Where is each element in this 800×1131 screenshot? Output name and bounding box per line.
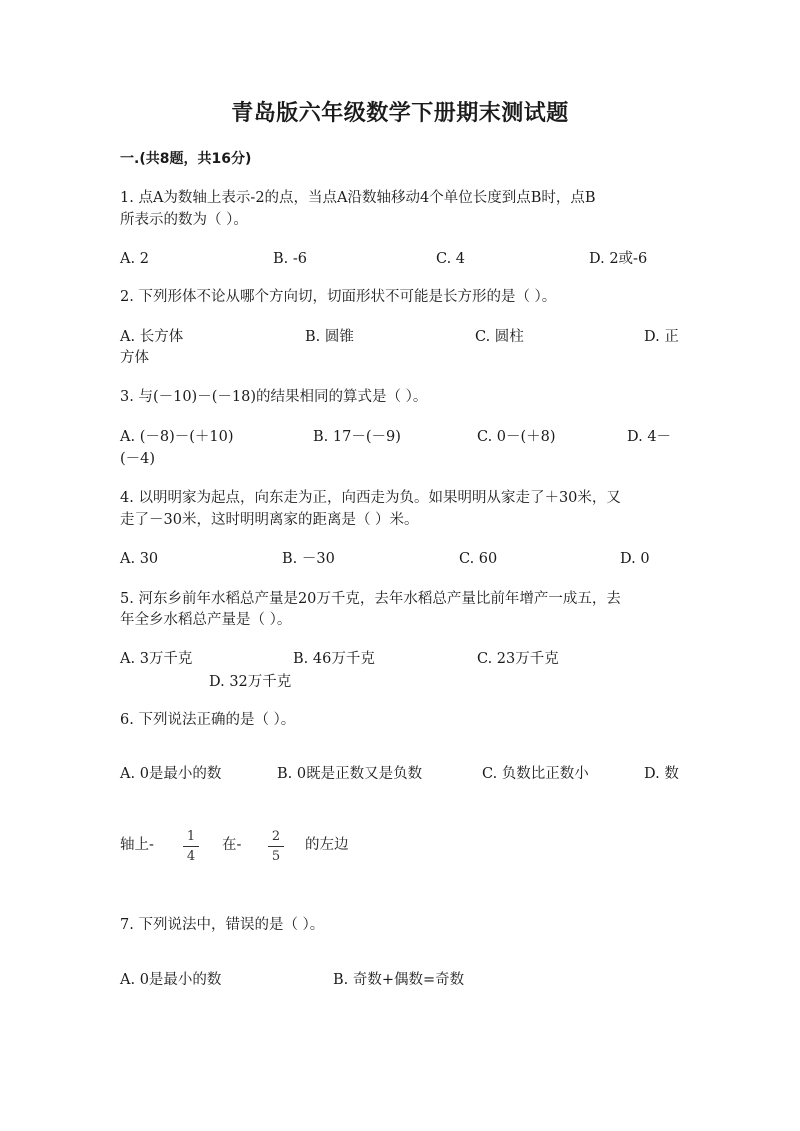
fraction-two-fifths: [268, 829, 284, 865]
fraction-denominator: 4: [186, 849, 196, 864]
question-6-option-c: C. 负数比正数小: [482, 766, 589, 782]
question-7-option-a: A. 0是最小的数: [120, 972, 222, 988]
question-2-option-d-cont: 方体: [120, 350, 149, 366]
question-1-option-d: D. 2或-6: [589, 251, 648, 267]
question-3-option-a: A. (－8)－(＋10): [120, 429, 234, 445]
question-5-option-b: B. 46万千克: [293, 651, 375, 667]
question-1-text-cont: 所表示的数为（ ）。: [120, 212, 248, 228]
question-4-option-b: B. －30: [282, 551, 335, 567]
fraction-bar: [268, 846, 284, 847]
question-3-text: 3. 与(－10)－(－18)的结果相同的算式是（ ）。: [120, 389, 428, 405]
question-4-option-d: D. 0: [620, 551, 650, 567]
question-6-option-d: D. 数: [644, 766, 679, 782]
question-4-text-cont: 走了－30米，这时明明离家的距离是（ ）米。: [120, 512, 419, 528]
question-2-text: 2. 下列形体不论从哪个方向切，切面形状不可能是长方形的是（ ）。: [120, 289, 557, 305]
question-6-text: 6. 下列说法正确的是（ ）。: [120, 712, 296, 728]
question-1-option-c: C. 4: [436, 251, 466, 267]
question-5-text-cont: 年全乡水稻总产量是（ ）。: [120, 612, 292, 628]
question-1-option-b: B. -6: [273, 251, 307, 267]
question-6-option-d-cont-a: 轴上-: [120, 837, 154, 853]
question-3-option-c: C. 0－(＋8): [477, 429, 556, 445]
fraction-bar: [183, 846, 199, 847]
fraction-denominator: 5: [271, 849, 281, 864]
question-5-option-c: C. 23万千克: [477, 651, 559, 667]
question-4-option-a: A. 30: [120, 551, 159, 567]
section-heading: 一.(共8题，共16分): [120, 151, 252, 167]
question-2-option-d: D. 正: [644, 329, 679, 345]
fraction-numerator: 1: [186, 829, 196, 844]
question-3-option-b: B. 17－(－9): [313, 429, 401, 445]
question-6-option-a: A. 0是最小的数: [120, 766, 222, 782]
page-title: 青岛版六年级数学下册期末测试题: [231, 101, 569, 126]
question-7-option-b: B. 奇数+偶数=奇数: [333, 972, 465, 988]
question-4-text: 4. 以明明家为起点，向东走为正，向西走为负。如果明明从家走了＋30米，又: [120, 490, 621, 506]
question-7-text: 7. 下列说法中，错误的是（ ）。: [120, 917, 325, 933]
question-1-option-a: A. 2: [120, 251, 149, 267]
question-2-option-a: A. 长方体: [120, 329, 184, 345]
question-5-text: 5. 河东乡前年水稻总产量是20万千克，去年水稻总产量比前年增产一成五，去: [120, 591, 621, 607]
question-5-option-a: A. 3万千克: [120, 651, 193, 667]
question-6-option-d-cont-c: 的左边: [305, 837, 349, 853]
question-2-option-b: B. 圆锥: [305, 329, 354, 345]
question-4-option-c: C. 60: [459, 551, 498, 567]
fraction-numerator: 2: [271, 829, 281, 844]
fraction-one-quarter: [183, 829, 199, 865]
question-6-option-b: B. 0既是正数又是负数: [277, 766, 423, 782]
question-5-option-d: D. 32万千克: [209, 674, 292, 690]
question-1-text: 1. 点A为数轴上表示-2的点，当点A沿数轴移动4个单位长度到点B时，点B: [120, 190, 596, 206]
question-3-option-d-cont: (－4): [120, 451, 156, 467]
question-3-option-d: D. 4－: [627, 429, 672, 445]
question-2-option-c: C. 圆柱: [475, 329, 524, 345]
question-6-option-d-cont-b: 在-: [222, 837, 242, 853]
